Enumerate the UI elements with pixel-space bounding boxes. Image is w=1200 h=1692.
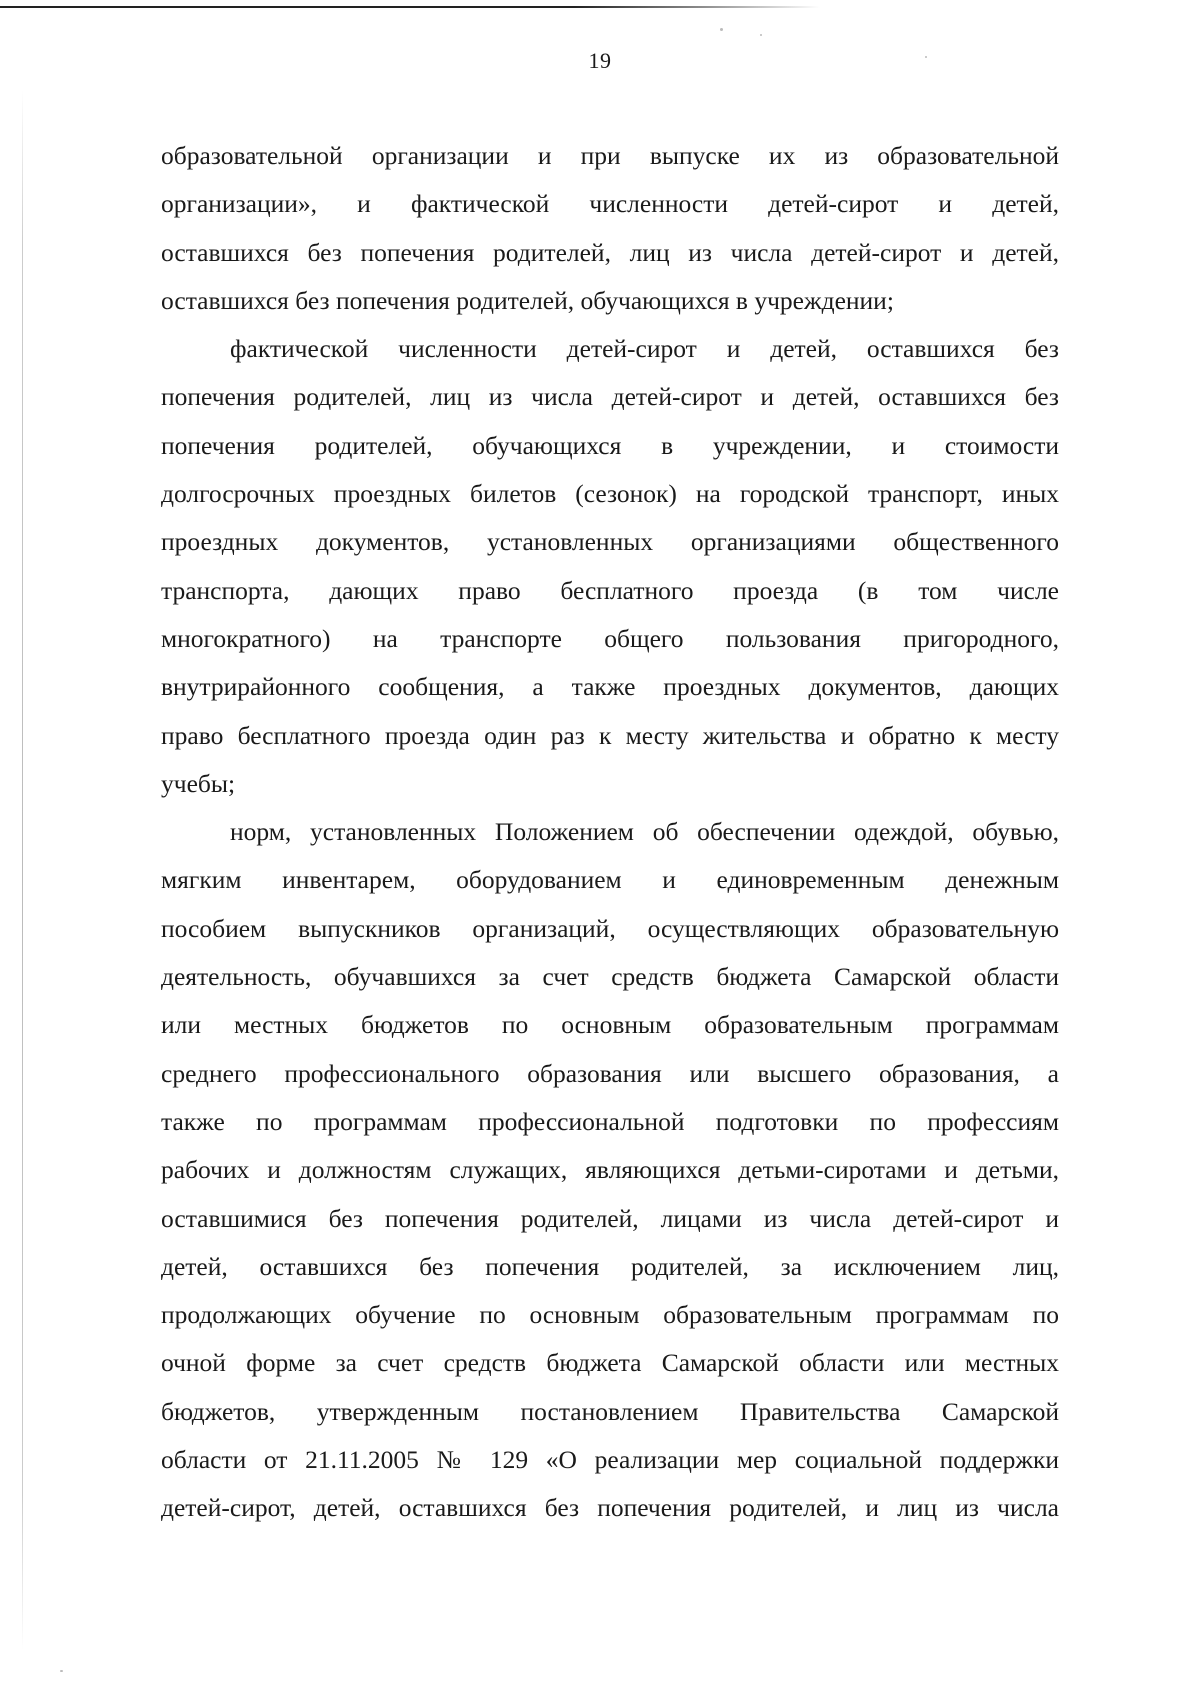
page-number: 19 xyxy=(588,48,612,73)
paragraph xyxy=(161,132,1059,325)
text-line: пособием выпускников организаций, осуществляющих образовательную xyxy=(161,913,1059,943)
text-line: мягким инвентарем, оборудованием и единовременным денежным xyxy=(161,865,1059,895)
scan-left-edge xyxy=(22,90,23,1650)
text-line: также по программам профессиональной подготовки по профессиям xyxy=(161,1106,1059,1136)
text-line: учебы; xyxy=(161,768,236,798)
text-line: или местных бюджетов по основным образовательным программам xyxy=(161,1010,1059,1040)
text-line: очной форме за счет средств бюджета Самарской области или местных xyxy=(161,1348,1059,1378)
text-line: норм, установленных Положением об обеспечении одеждой, обувью, xyxy=(230,817,1059,847)
text-line: продолжающих обучение по основным образовательным программам по xyxy=(161,1300,1059,1330)
text-line: оставшимися без попечения родителей, лицами из числа детей-сирот и xyxy=(161,1203,1059,1233)
paragraph xyxy=(161,808,1059,1532)
scan-speck xyxy=(60,1670,63,1672)
text-line: оставшихся без попечения родителей, лиц из числа детей-сирот и детей, xyxy=(161,237,1059,267)
text-line: попечения родителей, лиц из числа детей-сирот и детей, оставшихся без xyxy=(161,382,1059,412)
document-body xyxy=(161,132,1059,1533)
text-line: детей, оставшихся без попечения родителей, за исключением лиц, xyxy=(161,1251,1059,1281)
text-line: проездных документов, установленных организациями общественного xyxy=(161,527,1059,557)
scan-speck xyxy=(720,28,723,31)
text-line: оставшихся без попечения родителей, обучающихся в учреждении; xyxy=(161,285,894,315)
text-line: организации», и фактической численности детей-сирот и детей, xyxy=(161,189,1059,219)
text-line: среднего профессионального образования или высшего образования, а xyxy=(161,1058,1059,1088)
scan-speck xyxy=(760,34,762,36)
text-line: области от 21.11.2005 № 129 «О реализации мер социальной поддержки xyxy=(161,1445,1059,1475)
text-line: транспорта, дающих право бесплатного проезда (в том числе xyxy=(161,575,1059,605)
text-line: долгосрочных проездных билетов (сезонок) на городской транспорт, иных xyxy=(161,479,1059,509)
paragraph xyxy=(161,325,1059,808)
text-line: детей-сирот, детей, оставшихся без попечения родителей, и лиц из числа xyxy=(161,1493,1059,1523)
text-line: рабочих и должностям служащих, являющихся детьми-сиротами и детьми, xyxy=(161,1155,1059,1185)
text-line: образовательной организации и при выпуске их из образовательной xyxy=(161,141,1059,170)
text-line: внутрирайонного сообщения, а также проездных документов, дающих xyxy=(161,672,1059,702)
text-line: бюджетов, утвержденным постановлением Правительства Самарской xyxy=(161,1396,1059,1426)
text-line: фактической численности детей-сирот и детей, оставшихся без xyxy=(230,334,1059,364)
scan-top-border xyxy=(0,6,820,8)
scan-speck xyxy=(925,56,927,58)
text-line: деятельность, обучавшихся за счет средств бюджета Самарской области xyxy=(161,962,1059,992)
text-line: право бесплатного проезда один раз к месту жительства и обратно к месту xyxy=(161,720,1059,750)
text-line: попечения родителей, обучающихся в учреждении, и стоимости xyxy=(161,430,1059,460)
text-line: многократного) на транспорте общего пользования пригородного, xyxy=(161,623,1059,653)
